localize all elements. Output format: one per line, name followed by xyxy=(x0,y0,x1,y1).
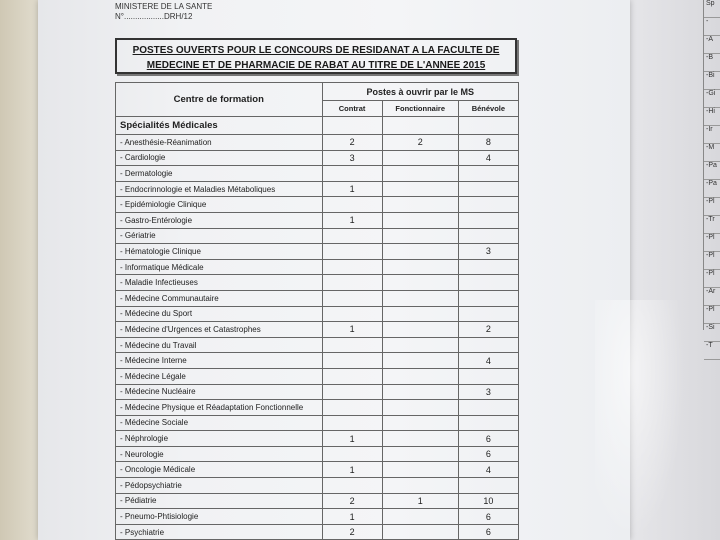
benevole-count: 3 xyxy=(458,244,518,260)
section-title: Spécialités Médicales xyxy=(116,117,323,135)
fonctionnaire-count xyxy=(382,322,458,338)
title-line-2: MEDECINE ET DE PHARMACIE DE RABAT AU TITRE DE L'ANNEE 2015 xyxy=(146,60,486,71)
fonctionnaire-count xyxy=(382,368,458,384)
specialty-name: - Hématologie Clinique xyxy=(116,244,323,260)
benevole-count: 6 xyxy=(458,509,518,525)
specialty-name: - Cardiologie xyxy=(116,150,323,166)
table-row xyxy=(116,135,519,151)
side-sheet-cell: -Pl xyxy=(704,270,720,288)
side-sheet-cell: -Ar xyxy=(704,288,720,306)
specialty-name: - Médecine Interne xyxy=(116,353,323,369)
specialty-name: - Médecine Physique et Réadaptation Fonctionnelle xyxy=(116,400,323,416)
specialty-name: - Médecine du Sport xyxy=(116,306,323,322)
specialty-name: - Oncologie Médicale xyxy=(116,462,323,478)
table-row xyxy=(116,524,519,540)
fonctionnaire-count xyxy=(382,290,458,306)
specialty-name: - Gériatrie xyxy=(116,228,323,244)
fonctionnaire-count: 2 xyxy=(382,135,458,151)
side-sheet-cell: - xyxy=(704,18,720,36)
benevole-count: 4 xyxy=(458,462,518,478)
side-sheet-cell: -Hi xyxy=(704,108,720,126)
benevole-count xyxy=(458,368,518,384)
document-title xyxy=(115,38,517,74)
specialty-name: - Neurologie xyxy=(116,446,323,462)
table-row xyxy=(116,259,519,275)
contrat-count: 2 xyxy=(322,524,382,540)
benevole-count xyxy=(458,197,518,213)
contrat-count: 2 xyxy=(322,493,382,509)
column-header-postes: Postes à ouvrir par le MS xyxy=(322,83,519,101)
fonctionnaire-count xyxy=(382,446,458,462)
table-row xyxy=(116,212,519,228)
table-row xyxy=(116,322,519,338)
benevole-count xyxy=(458,337,518,353)
column-header-contrat: Contrat xyxy=(322,101,382,117)
positions-table xyxy=(115,82,519,540)
specialty-name: - Gastro-Entérologie xyxy=(116,212,323,228)
specialty-name: - Pneumo-Phtisiologie xyxy=(116,509,323,525)
contrat-count xyxy=(322,368,382,384)
contrat-count xyxy=(322,275,382,291)
fonctionnaire-count xyxy=(382,259,458,275)
specialty-name: - Médecine Nucléaire xyxy=(116,384,323,400)
wall-background-left xyxy=(0,0,40,540)
fonctionnaire-count xyxy=(382,462,458,478)
specialty-name: - Médecine Légale xyxy=(116,368,323,384)
specialty-name: - Médecine du Travail xyxy=(116,337,323,353)
column-header-fonctionnaire: Fonctionnaire xyxy=(382,101,458,117)
contrat-count xyxy=(322,306,382,322)
specialty-name: - Maladie Infectieuses xyxy=(116,275,323,291)
benevole-count xyxy=(458,290,518,306)
table-row xyxy=(116,306,519,322)
benevole-count xyxy=(458,181,518,197)
side-sheet-cell: -T xyxy=(704,342,720,360)
fonctionnaire-count xyxy=(382,337,458,353)
fonctionnaire-count xyxy=(382,166,458,182)
fonctionnaire-count xyxy=(382,415,458,431)
specialty-name: - Epidémiologie Clinique xyxy=(116,197,323,213)
table-row xyxy=(116,431,519,447)
fonctionnaire-count xyxy=(382,150,458,166)
table-row xyxy=(116,275,519,291)
table-row xyxy=(116,368,519,384)
benevole-count: 8 xyxy=(458,135,518,151)
table-row xyxy=(116,228,519,244)
fonctionnaire-count xyxy=(382,244,458,260)
specialty-name: - Informatique Médicale xyxy=(116,259,323,275)
table-row xyxy=(116,446,519,462)
table-row xyxy=(116,509,519,525)
table-row xyxy=(116,166,519,182)
benevole-count xyxy=(458,415,518,431)
side-sheet-cell: -Ir xyxy=(704,126,720,144)
fonctionnaire-count xyxy=(382,478,458,494)
side-sheet-cell: -Si xyxy=(704,324,720,342)
contrat-count xyxy=(322,244,382,260)
contrat-count xyxy=(322,166,382,182)
contrat-count xyxy=(322,228,382,244)
contrat-count: 1 xyxy=(322,462,382,478)
side-sheet-cell: -Pa xyxy=(704,180,720,198)
contrat-count xyxy=(322,353,382,369)
specialty-name: - Médecine Sociale xyxy=(116,415,323,431)
contrat-count: 1 xyxy=(322,212,382,228)
contrat-count: 1 xyxy=(322,181,382,197)
table-row xyxy=(116,181,519,197)
table-row xyxy=(116,150,519,166)
benevole-count: 4 xyxy=(458,150,518,166)
table-row xyxy=(116,290,519,306)
side-sheet-cell: -Tr xyxy=(704,216,720,234)
contrat-count xyxy=(322,259,382,275)
specialty-name: - Anesthésie-Réanimation xyxy=(116,135,323,151)
benevole-count xyxy=(458,275,518,291)
side-sheet-cell: -Pl xyxy=(704,234,720,252)
benevole-count: 4 xyxy=(458,353,518,369)
benevole-count: 3 xyxy=(458,384,518,400)
side-sheet-cell: -Gi xyxy=(704,90,720,108)
benevole-count xyxy=(458,478,518,494)
benevole-count: 10 xyxy=(458,493,518,509)
document-header xyxy=(115,2,212,22)
table-row xyxy=(116,244,519,260)
table-row xyxy=(116,353,519,369)
contrat-count xyxy=(322,400,382,416)
table-row xyxy=(116,415,519,431)
contrat-count: 2 xyxy=(322,135,382,151)
table-row xyxy=(116,400,519,416)
fonctionnaire-count xyxy=(382,181,458,197)
benevole-count: 2 xyxy=(458,322,518,338)
fonctionnaire-count xyxy=(382,400,458,416)
benevole-count xyxy=(458,306,518,322)
benevole-count xyxy=(458,212,518,228)
contrat-count: 1 xyxy=(322,431,382,447)
benevole-count xyxy=(458,166,518,182)
fonctionnaire-count xyxy=(382,384,458,400)
fonctionnaire-count xyxy=(382,524,458,540)
specialty-name: - Pédopsychiatrie xyxy=(116,478,323,494)
side-sheet-cell: -M xyxy=(704,144,720,162)
contrat-count: 1 xyxy=(322,509,382,525)
side-sheet-cell: -A xyxy=(704,36,720,54)
side-sheet-cell: -Pl xyxy=(704,252,720,270)
table-row xyxy=(116,478,519,494)
table-row xyxy=(116,462,519,478)
column-header-benevole: Bénévole xyxy=(458,101,518,117)
table-row xyxy=(116,337,519,353)
title-line-1: POSTES OUVERTS POUR LE CONCOURS DE RESIDANAT A LA FACULTE DE xyxy=(132,45,500,56)
fonctionnaire-count xyxy=(382,197,458,213)
fonctionnaire-count xyxy=(382,212,458,228)
contrat-count xyxy=(322,197,382,213)
table-row xyxy=(116,493,519,509)
table-row xyxy=(116,384,519,400)
contrat-count xyxy=(322,290,382,306)
fonctionnaire-count xyxy=(382,228,458,244)
side-sheet-cell: -Pl xyxy=(704,198,720,216)
fonctionnaire-count xyxy=(382,275,458,291)
benevole-count: 6 xyxy=(458,524,518,540)
fonctionnaire-count xyxy=(382,306,458,322)
benevole-count xyxy=(458,228,518,244)
fonctionnaire-count: 1 xyxy=(382,493,458,509)
benevole-count: 6 xyxy=(458,446,518,462)
contrat-count xyxy=(322,446,382,462)
fonctionnaire-count xyxy=(382,353,458,369)
side-sheet-cell: -B xyxy=(704,54,720,72)
contrat-count xyxy=(322,384,382,400)
specialty-name: - Médecine d'Urgences et Catastrophes xyxy=(116,322,323,338)
benevole-count: 6 xyxy=(458,431,518,447)
contrat-count: 1 xyxy=(322,322,382,338)
light-glare xyxy=(595,300,685,540)
contrat-count xyxy=(322,415,382,431)
table-row xyxy=(116,197,519,213)
specialty-name: - Médecine Communautaire xyxy=(116,290,323,306)
benevole-count xyxy=(458,400,518,416)
contrat-count: 3 xyxy=(322,150,382,166)
adjacent-sheet xyxy=(703,0,720,349)
specialty-name: - Endocrinnologie et Maladies Métaboliques xyxy=(116,181,323,197)
specialty-name: - Psychiatrie xyxy=(116,524,323,540)
side-sheet-cell: -Pa xyxy=(704,162,720,180)
contrat-count xyxy=(322,478,382,494)
specialty-name: - Pédiatrie xyxy=(116,493,323,509)
benevole-count xyxy=(458,259,518,275)
specialty-name: - Dermatologie xyxy=(116,166,323,182)
ministry-name: MINISTERE DE LA SANTE xyxy=(115,2,213,11)
contrat-count xyxy=(322,337,382,353)
side-sheet-cell: -Bi xyxy=(704,72,720,90)
reference-number: N°..................DRH/12 xyxy=(115,12,193,21)
fonctionnaire-count xyxy=(382,509,458,525)
fonctionnaire-count xyxy=(382,431,458,447)
column-header-centre: Centre de formation xyxy=(116,83,323,117)
side-sheet-cell: -Pl xyxy=(704,306,720,324)
specialty-name: - Néphrologie xyxy=(116,431,323,447)
side-sheet-cell: Sp xyxy=(704,0,720,18)
